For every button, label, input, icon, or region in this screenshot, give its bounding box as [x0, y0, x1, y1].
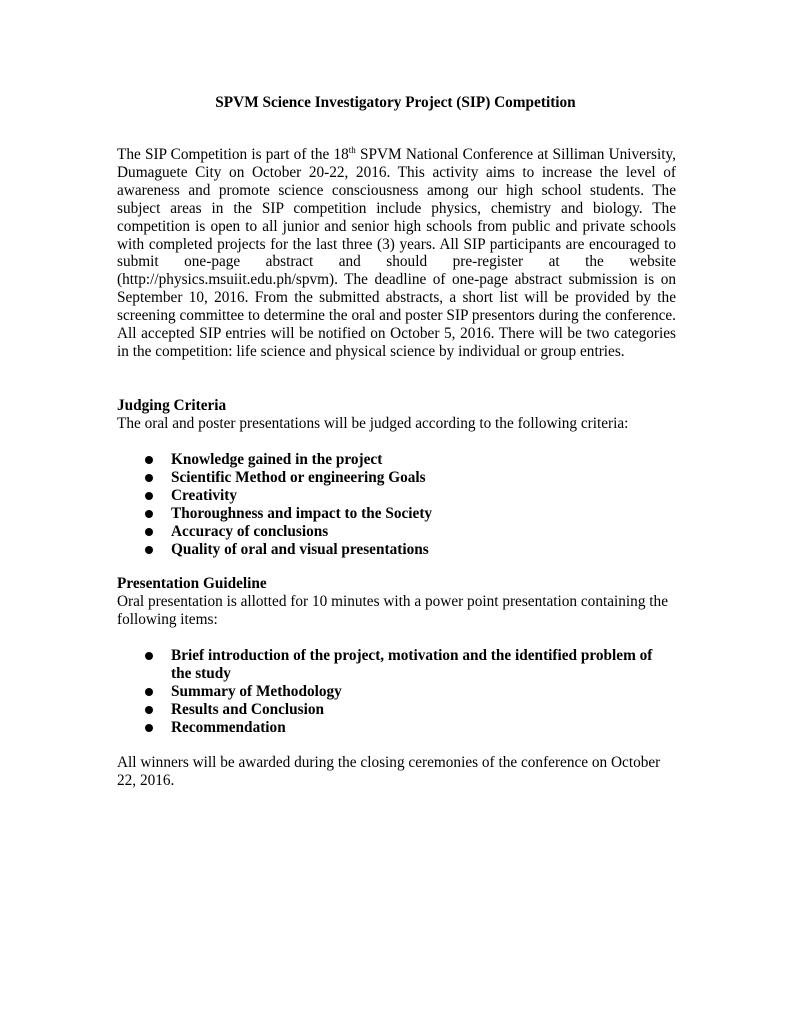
list-item: Brief introduction of the project, motivation and the identified problem of the study — [117, 647, 676, 683]
bullet-icon — [145, 510, 153, 518]
list-item: Knowledge gained in the project — [117, 451, 676, 469]
intro-text-rest: SPVM National Conference at Silliman University, Dumaguete City on October 20-22, 2016. This activity aims to increase the level of awareness and promote science consciousness among our high school students. The subject areas in the SIP competition include physics, chemistry and biology. The competition is open to all junior and senior high schools from public and private schools with completed projects for the last three (3) years. All SIP participants are encouraged to submit one-page abstract and should pre-register at the website (http://physics.msuiit.edu.ph/spvm). The deadline of one-page abstract submission is on September 10, 2016. From the submitted abstracts, a short list will be provided by the screening committee to determine the oral and poster SIP presentors during the conference. All accepted SIP entries will be notified on October 5, 2016. There will be two categories in the competition: life science and physical science by individual or group entries. — [117, 146, 676, 360]
list-item: Thoroughness and impact to the Society — [117, 505, 676, 523]
list-item: Recommendation — [117, 719, 676, 737]
bullet-icon — [145, 456, 153, 464]
list-item: Results and Conclusion — [117, 701, 676, 719]
judging-criteria-section — [117, 397, 682, 433]
presentation-guideline-section — [117, 575, 682, 629]
list-item: Summary of Methodology — [117, 683, 676, 701]
intro-paragraph — [117, 146, 676, 361]
bullet-icon — [145, 528, 153, 536]
presentation-guideline-heading: Presentation Guideline — [117, 575, 267, 592]
bullet-icon — [145, 474, 153, 482]
list-item: Accuracy of conclusions — [117, 523, 676, 541]
intro-text-start: The SIP Competition is part of the 18 — [117, 146, 349, 163]
closing-paragraph: All winners will be awarded during the closing ceremonies of the conference on October 22, 2016. — [117, 754, 661, 789]
guideline-items-list — [117, 647, 676, 737]
list-item: Quality of oral and visual presentations — [117, 541, 676, 559]
page-title: SPVM Science Investigatory Project (SIP) Competition — [215, 94, 576, 111]
presentation-guideline-text: Oral presentation is allotted for 10 minutes with a power point presentation containing the following items: — [117, 592, 668, 628]
bullet-icon — [145, 652, 153, 660]
ordinal-suffix: th — [348, 145, 356, 155]
judging-criteria-text: The oral and poster presentations will be judged according to the following criteria: — [117, 414, 629, 432]
list-item: Creativity — [117, 487, 676, 505]
criteria-list — [117, 451, 676, 558]
bullet-icon — [145, 724, 153, 732]
bullet-icon — [145, 492, 153, 500]
list-item: Scientific Method or engineering Goals — [117, 469, 676, 487]
bullet-icon — [145, 706, 153, 714]
bullet-icon — [145, 688, 153, 696]
bullet-icon — [145, 546, 153, 554]
judging-criteria-heading: Judging Criteria — [117, 397, 227, 414]
